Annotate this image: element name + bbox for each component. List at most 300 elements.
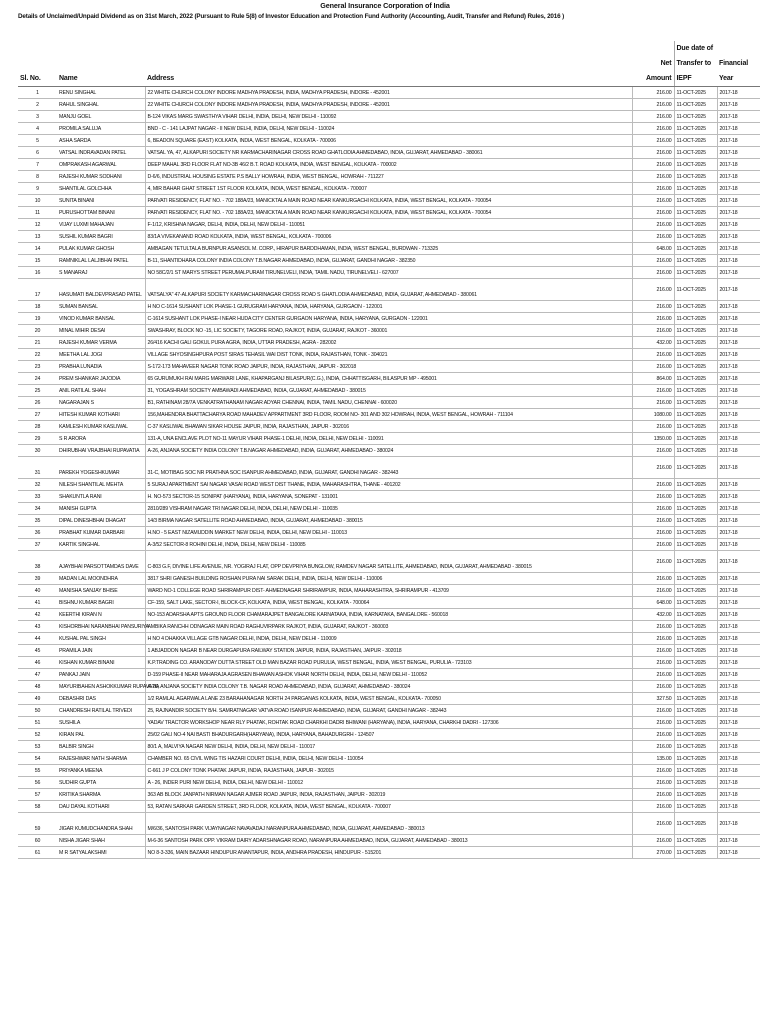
cell-financial-year: 2017-18 [717, 231, 760, 243]
cell-address: D-6/6, INDUSTRIAL HOUSING ESTATE P.S BALLY HOWRAH, INDIA, WEST BENGAL, HOWRAH - 711227 [145, 171, 632, 183]
cell-sl-no: 59 [18, 813, 57, 835]
cell-net-amount: 216.00 [632, 835, 674, 847]
cell-financial-year: 2017-18 [717, 645, 760, 657]
cell-due-date: 11-OCT-2025 [674, 753, 717, 765]
cell-financial-year: 2017-18 [717, 123, 760, 135]
cell-due-date: 11-OCT-2025 [674, 479, 717, 491]
cell-sl-no: 2 [18, 99, 57, 111]
cell-name: DIPAL DINESHBHAI DHAGAT [57, 515, 145, 527]
cell-financial-year: 2017-18 [717, 159, 760, 171]
table-row [18, 313, 760, 325]
cell-net-amount: 216.00 [632, 789, 674, 801]
cell-name: HITESH KUMAR KOTHARI [57, 409, 145, 421]
cell-financial-year: 2017-18 [717, 479, 760, 491]
cell-sl-no: 42 [18, 609, 57, 621]
cell-due-date: 11-OCT-2025 [674, 195, 717, 207]
cell-net-amount: 216.00 [632, 397, 674, 409]
cell-address: 22 WHITE CHURCH COLONY INDORE MADHYA PRADESH, INDIA, MADHYA PRADESH, INDORE - 452001 [145, 87, 632, 99]
cell-name: PANKAJ JAIN [57, 669, 145, 681]
cell-financial-year: 2017-18 [717, 633, 760, 645]
cell-sl-no: 55 [18, 765, 57, 777]
cell-address: H. NO-573 SECTOR-15 SONIPAT (HARYANA), INDIA, HARYANA, SONEPAT - 131001 [145, 491, 632, 503]
cell-sl-no: 45 [18, 645, 57, 657]
cell-financial-year: 2017-18 [717, 207, 760, 219]
table-row [18, 633, 760, 645]
cell-address: 53, RATAN SARKAR GARDEN STREET, 3RD FLOOR, KOLKATA, INDIA, WEST BENGAL, KOLKATA - 700007 [145, 801, 632, 813]
cell-net-amount: 216.00 [632, 585, 674, 597]
cell-financial-year: 2017-18 [717, 813, 760, 835]
cell-name: BALBIR SINGH [57, 741, 145, 753]
cell-net-amount: 216.00 [632, 349, 674, 361]
cell-due-date: 11-OCT-2025 [674, 527, 717, 539]
cell-name: OMPRAKASH AGARWAL [57, 159, 145, 171]
cell-sl-no: 34 [18, 503, 57, 515]
cell-due-date: 11-OCT-2025 [674, 123, 717, 135]
cell-name: KEERTHI KIRAN N [57, 609, 145, 621]
cell-name: JIGAR KUMUDCHANDRA SHAH [57, 813, 145, 835]
cell-sl-no: 44 [18, 633, 57, 645]
header-financial-year [717, 41, 760, 87]
cell-financial-year: 2017-18 [717, 705, 760, 717]
cell-net-amount: 216.00 [632, 301, 674, 313]
cell-financial-year: 2017-18 [717, 681, 760, 693]
header-fy-line2: Year [719, 75, 734, 82]
cell-financial-year: 2017-18 [717, 753, 760, 765]
cell-sl-no: 28 [18, 421, 57, 433]
cell-financial-year: 2017-18 [717, 421, 760, 433]
table-row [18, 645, 760, 657]
table-header [18, 41, 760, 87]
cell-name: KISHAN KUMAR BINANI [57, 657, 145, 669]
cell-due-date: 11-OCT-2025 [674, 183, 717, 195]
cell-net-amount: 864.00 [632, 373, 674, 385]
cell-financial-year: 2017-18 [717, 515, 760, 527]
cell-name: ANIL RATILAL SHAH [57, 385, 145, 397]
cell-financial-year: 2017-18 [717, 503, 760, 515]
cell-sl-no: 13 [18, 231, 57, 243]
cell-net-amount: 216.00 [632, 123, 674, 135]
cell-sl-no: 37 [18, 539, 57, 551]
cell-name: PREM SHANKAR JAJODIA [57, 373, 145, 385]
cell-sl-no: 22 [18, 349, 57, 361]
cell-address: 2810/289 VISHRAM NAGAR TRI NAGAR DELHI, INDIA, DELHI, NEW DELHI - 110035 [145, 503, 632, 515]
table-row [18, 551, 760, 573]
table-row [18, 765, 760, 777]
cell-net-amount: 216.00 [632, 669, 674, 681]
cell-sl-no: 48 [18, 681, 57, 693]
cell-financial-year: 2017-18 [717, 171, 760, 183]
cell-sl-no: 29 [18, 433, 57, 445]
table-row [18, 503, 760, 515]
cell-name: VINOD KUMAR BANSAL [57, 313, 145, 325]
cell-net-amount: 648.00 [632, 243, 674, 255]
table-row [18, 585, 760, 597]
cell-net-amount: 216.00 [632, 421, 674, 433]
cell-name: RAJESHWAR NATH SHARMA [57, 753, 145, 765]
table-row [18, 753, 760, 765]
cell-financial-year: 2017-18 [717, 729, 760, 741]
cell-due-date: 11-OCT-2025 [674, 159, 717, 171]
cell-name: VIJAY LUXMI MAHAJAN [57, 219, 145, 231]
cell-financial-year: 2017-18 [717, 147, 760, 159]
cell-name: KIRAN PAL [57, 729, 145, 741]
cell-net-amount: 216.00 [632, 135, 674, 147]
table-row [18, 111, 760, 123]
cell-sl-no: 25 [18, 385, 57, 397]
cell-address: K.P.TRADING CO. ARANODAY DUTTA STREET OLD MAN BAZAR ROAD PURULIA, WEST BENGAL, INDIA, WEST BENGAL, PURULIA - 723103 [145, 657, 632, 669]
table-row [18, 171, 760, 183]
cell-name: CHANDRESH RATILAL TRIVEDI [57, 705, 145, 717]
cell-due-date: 11-OCT-2025 [674, 801, 717, 813]
cell-due-date: 11-OCT-2025 [674, 433, 717, 445]
table-row [18, 597, 760, 609]
cell-net-amount: 216.00 [632, 503, 674, 515]
cell-due-date: 11-OCT-2025 [674, 219, 717, 231]
cell-address: 65 GURUMUKH RAI MARG MARWARI LANE, KHAPARGANJ BILASPUR(C.G.), INDIA, CHHATTISGARH, BILASPUR MP - 495001 [145, 373, 632, 385]
cell-name: RAJESH KUMAR SODHANI [57, 171, 145, 183]
cell-name: KARTIK SINGHAL [57, 539, 145, 551]
cell-due-date: 11-OCT-2025 [674, 789, 717, 801]
cell-financial-year: 2017-18 [717, 373, 760, 385]
table-row [18, 99, 760, 111]
cell-financial-year: 2017-18 [717, 669, 760, 681]
cell-due-date: 11-OCT-2025 [674, 657, 717, 669]
cell-due-date: 11-OCT-2025 [674, 361, 717, 373]
cell-net-amount: 216.00 [632, 87, 674, 99]
table-row [18, 159, 760, 171]
cell-name: PURUSHOTTAM BINANI [57, 207, 145, 219]
cell-financial-year: 2017-18 [717, 551, 760, 573]
cell-net-amount: 216.00 [632, 445, 674, 457]
cell-sl-no: 19 [18, 313, 57, 325]
cell-due-date: 11-OCT-2025 [674, 457, 717, 479]
cell-name: SHAKUNTLA RANI [57, 491, 145, 503]
cell-address: B1, RATHINAM 28/7A VENKATRATHANAM NAGAR ADYAR CHENNAI, INDIA, TAMIL NADU, CHENNAI - 600020 [145, 397, 632, 409]
cell-address: 3817 SHRI GANESH BUILDING ROSHAN PURA NAI SARAK DELHI, INDIA, DELHI, NEW DELHI - 110006 [145, 573, 632, 585]
cell-financial-year: 2017-18 [717, 87, 760, 99]
cell-net-amount: 216.00 [632, 765, 674, 777]
cell-address: H NO 4 DHAKKA VILLAGE GTB NAGAR DELHI, INDIA, DELHI, NEW DELHI - 110009 [145, 633, 632, 645]
cell-address: DEEP MAHAL 3RD FLOOR FLAT NO-3B 46/2 B.T. ROAD KOLKATA, INDIA, WEST BENGAL, KOLKATA - 700002 [145, 159, 632, 171]
cell-name: M R SATYALAKSHMI [57, 847, 145, 859]
cell-net-amount: 432.00 [632, 609, 674, 621]
table-row [18, 729, 760, 741]
cell-net-amount: 216.00 [632, 491, 674, 503]
cell-sl-no: 5 [18, 135, 57, 147]
cell-sl-no: 52 [18, 729, 57, 741]
cell-due-date: 11-OCT-2025 [674, 681, 717, 693]
cell-sl-no: 27 [18, 409, 57, 421]
table-row [18, 621, 760, 633]
cell-net-amount: 1080.00 [632, 409, 674, 421]
cell-sl-no: 58 [18, 801, 57, 813]
cell-financial-year: 2017-18 [717, 219, 760, 231]
cell-due-date: 11-OCT-2025 [674, 445, 717, 457]
cell-financial-year: 2017-18 [717, 397, 760, 409]
cell-name: HASUMATI BALDEVPRASAD PATEL [57, 279, 145, 301]
table-row [18, 349, 760, 361]
cell-sl-no: 23 [18, 361, 57, 373]
cell-address: AMBAGAN TETULTALA BURNPUR ASANSOL M. CORP., HIRAPUR BARDDHAMAN, INDIA, WEST BENGAL, BURDWAN - 713325 [145, 243, 632, 255]
cell-address: AMBIKA RANCHH ODNAGAR MAIN ROAD RAGHUVIRPARK RAJKOT, INDIA, GUJARAT, RAJKOT - 360003 [145, 621, 632, 633]
cell-address: B-11, SHANTIDHARA COLONY INDIA COLONY T.B.NAGAR AHMEDABAD, INDIA, GUJARAT, GANDHI NAGAR - 382350 [145, 255, 632, 267]
table-row [18, 397, 760, 409]
cell-financial-year: 2017-18 [717, 255, 760, 267]
table-row [18, 705, 760, 717]
cell-name: MANISHA SANJAY BHISE [57, 585, 145, 597]
cell-sl-no: 49 [18, 693, 57, 705]
cell-financial-year: 2017-18 [717, 111, 760, 123]
cell-address: NO 8-3-336, MAIN BAZAAR HINDUPUR ANANTAPUR, INDIA, ANDHRA PRADESH, HINDUPUR - 515201 [145, 847, 632, 859]
cell-due-date: 11-OCT-2025 [674, 705, 717, 717]
cell-due-date: 11-OCT-2025 [674, 609, 717, 621]
cell-sl-no: 53 [18, 741, 57, 753]
cell-name: AJAYBHAI PARSOTTAMDAS DAVE [57, 551, 145, 573]
cell-name: SUSHIL KUMAR BAGRI [57, 231, 145, 243]
cell-financial-year: 2017-18 [717, 385, 760, 397]
cell-sl-no: 9 [18, 183, 57, 195]
cell-due-date: 11-OCT-2025 [674, 255, 717, 267]
cell-name: PRABHAT KUMAR DARBARI [57, 527, 145, 539]
cell-name: KAMLESH KUMAR KASLIWAL [57, 421, 145, 433]
header-name: Name [57, 41, 145, 87]
cell-financial-year: 2017-18 [717, 183, 760, 195]
cell-net-amount: 216.00 [632, 195, 674, 207]
cell-financial-year: 2017-18 [717, 337, 760, 349]
table-row [18, 835, 760, 847]
cell-address: 25/02 GALI NO-4 NAI BASTI BHADURGARH(HARYANA), INDIA, HARYANA, BAHADURGRH - 124507 [145, 729, 632, 741]
cell-due-date: 11-OCT-2025 [674, 539, 717, 551]
cell-address: 22 WHITE CHURCH COLONY INDORE MADHYA PRADESH, INDIA, MADHYA PRADESH, INDORE - 452001 [145, 99, 632, 111]
cell-due-date: 11-OCT-2025 [674, 111, 717, 123]
cell-name: KISHORBHAI NARANBHAI PANSURIYA [57, 621, 145, 633]
cell-name: KRITIKA SHARMA [57, 789, 145, 801]
cell-net-amount: 648.00 [632, 597, 674, 609]
cell-name: RAHUL SINGHAL [57, 99, 145, 111]
cell-sl-no: 8 [18, 171, 57, 183]
cell-sl-no: 31 [18, 457, 57, 479]
table-row [18, 847, 760, 859]
cell-financial-year: 2017-18 [717, 717, 760, 729]
cell-name: SUDHIR GUPTA [57, 777, 145, 789]
cell-address: NO 58C/2/1 ST MARYS STREET PERUMALPURAM TIRUNELVELI, INDIA, TAMIL NADU, TIRUNELVELI - 627007 [145, 267, 632, 279]
cell-net-amount: 216.00 [632, 705, 674, 717]
cell-due-date: 11-OCT-2025 [674, 325, 717, 337]
cell-due-date: 11-OCT-2025 [674, 551, 717, 573]
cell-net-amount: 216.00 [632, 717, 674, 729]
cell-due-date: 11-OCT-2025 [674, 421, 717, 433]
cell-net-amount: 216.00 [632, 325, 674, 337]
cell-address: 5 SURAJ APARTMENT SAI NAGAR VASAI ROAD WEST DIST THANE, INDIA, MAHARASHTRA, THANE - 401202 [145, 479, 632, 491]
table-row [18, 231, 760, 243]
cell-address: PARVATI RESIDENCY, FLAT NO. - 702 188A/23, MANICKTALA MAIN ROAD NEAR KANKURGACHI KOLKATA, INDIA, WEST BENGAL, KOLKATA - 700054 [145, 207, 632, 219]
table-row [18, 609, 760, 621]
cell-due-date: 11-OCT-2025 [674, 621, 717, 633]
cell-address: 131-A, UNA ENCLAVE PLOT NO-11 MAYUR VIHAR PHASE-1 DELHI, INDIA, DELHI, NEW DELHI - 110091 [145, 433, 632, 445]
cell-address: A-26, ANJANA SOCIETY INDIA COLONY T.B. NAGAR ROAD AHMEDABAD, INDIA, GUJARAT, AHMEDABAD - 380024 [145, 681, 632, 693]
cell-financial-year: 2017-18 [717, 361, 760, 373]
cell-name: SUSHILA [57, 717, 145, 729]
cell-due-date: 11-OCT-2025 [674, 835, 717, 847]
cell-name: NISHA JIGAR SHAH [57, 835, 145, 847]
cell-name: DEBASHRI DAS [57, 693, 145, 705]
cell-due-date: 11-OCT-2025 [674, 147, 717, 159]
cell-financial-year: 2017-18 [717, 135, 760, 147]
table-row [18, 527, 760, 539]
cell-due-date: 11-OCT-2025 [674, 337, 717, 349]
cell-financial-year: 2017-18 [717, 325, 760, 337]
table-row [18, 669, 760, 681]
table-row [18, 255, 760, 267]
table-row [18, 479, 760, 491]
table-row [18, 717, 760, 729]
cell-address: F-1/12, KRISHNA NAGAR, DELHI, INDIA, DELHI, NEW DELHI - 110051 [145, 219, 632, 231]
table-row [18, 693, 760, 705]
table-row [18, 207, 760, 219]
table-row [18, 421, 760, 433]
cell-name: PRAMILA JAIN [57, 645, 145, 657]
cell-financial-year: 2017-18 [717, 573, 760, 585]
cell-net-amount: 216.00 [632, 457, 674, 479]
cell-financial-year: 2017-18 [717, 301, 760, 313]
cell-sl-no: 35 [18, 515, 57, 527]
cell-due-date: 11-OCT-2025 [674, 409, 717, 421]
cell-financial-year: 2017-18 [717, 433, 760, 445]
cell-financial-year: 2017-18 [717, 789, 760, 801]
cell-net-amount: 216.00 [632, 801, 674, 813]
cell-financial-year: 2017-18 [717, 741, 760, 753]
cell-due-date: 11-OCT-2025 [674, 349, 717, 361]
cell-due-date: 11-OCT-2025 [674, 135, 717, 147]
cell-net-amount: 216.00 [632, 527, 674, 539]
header-net-amount: Net Amount [632, 41, 674, 87]
cell-net-amount: 327.50 [632, 693, 674, 705]
table-row [18, 657, 760, 669]
cell-address: 6, BEADON SQUARE (EAST) KOLKATA, INDIA, WEST BENGAL, KOLKATA - 700006 [145, 135, 632, 147]
cell-address: 363 AB BLOCK JANPATH NIRMAN NAGAR AJMER ROAD JAIPUR, INDIA, RAJASTHAN, JAIPUR - 302019 [145, 789, 632, 801]
table-row [18, 801, 760, 813]
cell-sl-no: 30 [18, 445, 57, 457]
cell-name: S R ARORA [57, 433, 145, 445]
cell-financial-year: 2017-18 [717, 409, 760, 421]
cell-address: H NO C-1614 SUSHANT LOK PHASE-1 GURUGRAM HARYANA, INDIA, HARYANA, GURGAON - 122001 [145, 301, 632, 313]
cell-address: A-3/52 SECTOR-8 ROHINI DELHI, INDIA, DELHI, NEW DELHI - 110085 [145, 539, 632, 551]
cell-name: SHANTILAL GOLCHHA [57, 183, 145, 195]
cell-sl-no: 24 [18, 373, 57, 385]
cell-due-date: 11-OCT-2025 [674, 99, 717, 111]
table-row [18, 325, 760, 337]
cell-sl-no: 47 [18, 669, 57, 681]
cell-net-amount: 216.00 [632, 159, 674, 171]
cell-financial-year: 2017-18 [717, 597, 760, 609]
cell-financial-year: 2017-18 [717, 585, 760, 597]
cell-financial-year: 2017-18 [717, 801, 760, 813]
dividend-table [18, 41, 760, 859]
cell-name: NAGARAJAN S [57, 397, 145, 409]
cell-sl-no: 15 [18, 255, 57, 267]
cell-net-amount: 216.00 [632, 183, 674, 195]
cell-address: 80/1 A, MALVIYA NAGAR NEW DELHI, INDIA, DELHI, NEW DELHI - 110017 [145, 741, 632, 753]
cell-net-amount: 216.00 [632, 385, 674, 397]
table-row [18, 87, 760, 99]
cell-name: SUNITA BINANI [57, 195, 145, 207]
table-row [18, 789, 760, 801]
table-row [18, 445, 760, 457]
cell-due-date: 11-OCT-2025 [674, 503, 717, 515]
cell-due-date: 11-OCT-2025 [674, 397, 717, 409]
table-row [18, 195, 760, 207]
cell-due-date: 11-OCT-2025 [674, 301, 717, 313]
cell-sl-no: 54 [18, 753, 57, 765]
cell-address: NO-153 ADARSHA APTS GROUND FLOOR CHAMARAJPET BANGALORE KARNATAKA, INDIA, KARNATAKA, BANGALORE - 560018 [145, 609, 632, 621]
cell-net-amount: 216.00 [632, 813, 674, 835]
cell-name: ASHA SARDA [57, 135, 145, 147]
cell-due-date: 11-OCT-2025 [674, 87, 717, 99]
cell-due-date: 11-OCT-2025 [674, 243, 717, 255]
cell-address: 156,MAHENDRA BHATTACHARYA ROAD MAHADEV APPARTMENT 3RD FLOOR, ROOM NO- 301 AND 302 HOWRAH, INDIA, WEST BENGAL, HOWRAH - 711104 [145, 409, 632, 421]
cell-address: PARVATI RESIDENCY, FLAT NO. - 702 188A/23, MANICKTALA MAIN ROAD NEAR KANKURGACHI KOLKATA, INDIA, WEST BENGAL, KOLKATA - 700054 [145, 195, 632, 207]
header-sl-no: Sl. No. [18, 41, 57, 87]
cell-due-date: 11-OCT-2025 [674, 207, 717, 219]
cell-net-amount: 216.00 [632, 171, 674, 183]
cell-address: A-26, ANJANA SOCIETY INDIA COLONY T.B.NAGAR AHMEDABAD, INDIA, GUJARAT, AHMEDABAD - 380024 [145, 445, 632, 457]
cell-name: MEETHA LAL JOGI [57, 349, 145, 361]
cell-net-amount: 216.00 [632, 657, 674, 669]
cell-sl-no: 3 [18, 111, 57, 123]
table-row [18, 337, 760, 349]
cell-sl-no: 1 [18, 87, 57, 99]
cell-address: 25, RAJNANDIR SOCIETY B/H. SAMRATNAGAR VATVA ROAD ISANPUR AHMEDABAD, INDIA, GUJARAT, GANDHI NAGAR - 382443 [145, 705, 632, 717]
header-address: Address [145, 41, 632, 87]
cell-net-amount: 135.00 [632, 753, 674, 765]
cell-net-amount: 216.00 [632, 741, 674, 753]
cell-sl-no: 33 [18, 491, 57, 503]
cell-net-amount: 216.00 [632, 207, 674, 219]
cell-financial-year: 2017-18 [717, 195, 760, 207]
table-row [18, 183, 760, 195]
cell-sl-no: 50 [18, 705, 57, 717]
cell-address: VILLAGE SHYOSINGHPURA POST SIRAS TEHASIL WAI DIST TONK, INDIA, RAJASTHAN, TONK - 304021 [145, 349, 632, 361]
cell-address: 83/1A VIVEKANAND ROAD KOLKATA, INDIA, WEST BENGAL, KOLKATA - 700006 [145, 231, 632, 243]
cell-financial-year: 2017-18 [717, 349, 760, 361]
cell-sl-no: 17 [18, 279, 57, 301]
table-body [18, 87, 760, 859]
cell-sl-no: 51 [18, 717, 57, 729]
cell-financial-year: 2017-18 [717, 539, 760, 551]
cell-address: B-124 VIKAS MARG SWASTHYA VIHAR DELHI, INDIA, DELHI, NEW DELHI - 110092 [145, 111, 632, 123]
cell-address: A - 26, INDER PURI NEW DELHI, INDIA, DELHI, NEW DELHI - 110012 [145, 777, 632, 789]
cell-financial-year: 2017-18 [717, 279, 760, 301]
cell-address: YADAV TRACTOR WORKSHOP NEAR RLY PHATAK, ROHTAK ROAD CHARKHI DADRI BHIWANI (HARYANA), INDIA, HARYANA, CHARKHI DADRI - 127306 [145, 717, 632, 729]
cell-net-amount: 216.00 [632, 573, 674, 585]
cell-net-amount: 1350.00 [632, 433, 674, 445]
table-row [18, 301, 760, 313]
cell-net-amount: 216.00 [632, 729, 674, 741]
cell-sl-no: 39 [18, 573, 57, 585]
cell-due-date: 11-OCT-2025 [674, 765, 717, 777]
cell-name: SUMAN BANSAL [57, 301, 145, 313]
cell-address: C-661 J P COLONY TONK PHATAK JAIPUR, INDIA, RAJASTHAN, JAIPUR - 302015 [145, 765, 632, 777]
cell-due-date: 11-OCT-2025 [674, 847, 717, 859]
cell-sl-no: 7 [18, 159, 57, 171]
cell-sl-no: 20 [18, 325, 57, 337]
cell-net-amount: 216.00 [632, 645, 674, 657]
cell-net-amount: 216.00 [632, 267, 674, 279]
cell-financial-year: 2017-18 [717, 457, 760, 479]
table-row [18, 219, 760, 231]
cell-due-date: 11-OCT-2025 [674, 231, 717, 243]
cell-financial-year: 2017-18 [717, 445, 760, 457]
